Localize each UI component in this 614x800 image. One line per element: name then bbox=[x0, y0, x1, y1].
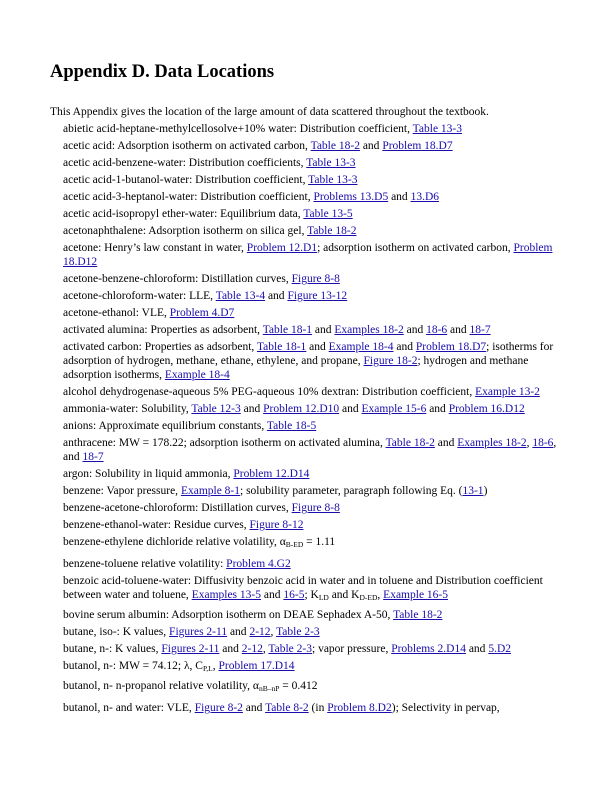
list-item bbox=[63, 518, 563, 532]
entry-text: ); Selectivity in pervap, bbox=[391, 702, 500, 714]
list-item bbox=[63, 156, 563, 170]
intro-paragraph: This Appendix gives the location of the large amount of data scattered throughout the textbook. bbox=[50, 106, 489, 118]
list-item bbox=[63, 679, 563, 696]
entry-text: benzene: Vapor pressure, bbox=[63, 485, 181, 497]
list-item bbox=[63, 340, 563, 382]
entry-text: and bbox=[465, 643, 489, 655]
entry-text: bovine serum albumin: Adsorption isotherm on DEAE Sephadex A-50, bbox=[63, 609, 394, 621]
entry-text: and bbox=[359, 140, 383, 152]
entry-text: , bbox=[526, 437, 533, 449]
list-item bbox=[63, 557, 563, 571]
subscript-text: P,L bbox=[202, 664, 213, 673]
cross-reference-link[interactable]: Example 13-2 bbox=[475, 386, 540, 398]
cross-reference-link[interactable]: Example 16-5 bbox=[383, 589, 448, 601]
cross-reference-link[interactable]: Figure 13-12 bbox=[287, 290, 348, 302]
entry-text: and bbox=[312, 324, 335, 336]
cross-reference-link[interactable]: Table 13-4 bbox=[215, 290, 266, 302]
cross-reference-link[interactable]: Table 2-3 bbox=[268, 643, 312, 655]
cross-reference-link[interactable]: 13.D6 bbox=[410, 191, 439, 203]
entry-text: ; isotherms for adsorption of hydrogen, methane, ethane, ethylene, and propane, bbox=[63, 341, 554, 367]
cross-reference-link[interactable]: Figure 8-8 bbox=[291, 502, 340, 514]
entry-text: and bbox=[227, 626, 250, 638]
cross-reference-link[interactable]: Problem 12.D14 bbox=[233, 468, 310, 480]
cross-reference-link[interactable]: 18-6 bbox=[532, 437, 554, 449]
entry-text: , bbox=[377, 589, 384, 601]
entry-text: butanol, n-: MW = 74.12; λ, C bbox=[63, 660, 203, 672]
cross-reference-link[interactable]: Problem 16.D12 bbox=[448, 403, 525, 415]
entry-text: acetone-ethanol: VLE, bbox=[63, 307, 170, 319]
entry-text: and bbox=[434, 437, 458, 449]
subscript-text: D-ED bbox=[359, 593, 378, 602]
cross-reference-link[interactable]: Problem 18.D12 bbox=[63, 242, 553, 268]
list-item bbox=[63, 139, 563, 153]
cross-reference-link[interactable]: Example 18-4 bbox=[328, 341, 394, 353]
entry-text: = 0.412 bbox=[279, 680, 318, 692]
entry-text: and bbox=[240, 403, 264, 415]
cross-reference-link[interactable]: Table 18-2 bbox=[385, 437, 435, 449]
entry-text: butanol, n- n-propanol relative volatility, α bbox=[63, 680, 259, 692]
cross-reference-link[interactable]: Table 18-2 bbox=[307, 225, 357, 237]
cross-reference-link[interactable]: Problem 8.D2 bbox=[327, 702, 392, 714]
entry-text: ; adsorption isotherm on activated carbon, bbox=[317, 242, 514, 254]
cross-reference-link[interactable]: 18-7 bbox=[469, 324, 491, 336]
cross-reference-link[interactable]: Example 18-4 bbox=[164, 369, 230, 381]
list-item bbox=[63, 608, 563, 622]
cross-reference-link[interactable]: Problem 18.D7 bbox=[415, 341, 487, 353]
cross-reference-link[interactable]: Problems 2.D14 bbox=[391, 643, 466, 655]
cross-reference-link[interactable]: Table 13-3 bbox=[412, 123, 463, 135]
entry-text: and bbox=[426, 403, 449, 415]
list-item bbox=[63, 306, 563, 320]
cross-reference-link[interactable]: Problem 18.D7 bbox=[382, 140, 453, 152]
cross-reference-link[interactable]: Figure 18-2 bbox=[363, 355, 418, 367]
list-item bbox=[63, 173, 563, 187]
list-item bbox=[63, 501, 563, 515]
list-item bbox=[63, 224, 563, 238]
cross-reference-link[interactable]: Figure 8-2 bbox=[194, 702, 243, 714]
list-item bbox=[63, 241, 563, 269]
cross-reference-link[interactable]: Table 18-2 bbox=[310, 140, 360, 152]
entry-text: and bbox=[393, 341, 416, 353]
entry-text: and bbox=[219, 643, 242, 655]
cross-reference-link[interactable]: Table 2-3 bbox=[276, 626, 320, 638]
entry-text: acetonaphthalene: Adsorption isotherm on silica gel, bbox=[63, 225, 308, 237]
entry-text: , and bbox=[63, 437, 557, 463]
entry-text: and bbox=[339, 403, 362, 415]
cross-reference-link[interactable]: Figure 8-12 bbox=[249, 519, 304, 531]
subscript-text: LD bbox=[318, 593, 329, 602]
entry-text: and bbox=[403, 324, 427, 336]
cross-reference-link[interactable]: Table 18-1 bbox=[262, 324, 313, 336]
list-item bbox=[63, 625, 563, 639]
cross-reference-link[interactable]: 18-7 bbox=[82, 451, 104, 463]
list-item bbox=[63, 659, 563, 676]
cross-reference-link[interactable]: Examples 18-2 bbox=[334, 324, 404, 336]
data-location-list bbox=[63, 122, 563, 718]
list-item bbox=[63, 289, 563, 303]
entry-text: benzene-acetone-chloroform: Distillation curves, bbox=[63, 502, 292, 514]
entry-text: butane, iso-: K values, bbox=[63, 626, 170, 638]
cross-reference-link[interactable]: Table 8-2 bbox=[265, 702, 309, 714]
entry-text: acetone-chloroform-water: LLE, bbox=[63, 290, 216, 302]
entry-text: anthracene: MW = 178.22; adsorption isotherm on activated alumina, bbox=[63, 437, 386, 449]
cross-reference-link[interactable]: Problem 12.D10 bbox=[263, 403, 340, 415]
cross-reference-link[interactable]: Table 18-5 bbox=[266, 420, 317, 432]
cross-reference-link[interactable]: 2-12 bbox=[249, 626, 271, 638]
entry-text: and bbox=[306, 341, 329, 353]
entry-text: acetic acid-isopropyl ether-water: Equilibrium data, bbox=[63, 208, 304, 220]
list-item bbox=[63, 385, 563, 399]
list-item bbox=[63, 574, 563, 605]
entry-text: ; vapor pressure, bbox=[312, 643, 392, 655]
entry-text: ) bbox=[483, 485, 488, 497]
list-item bbox=[63, 419, 563, 433]
entry-text: , bbox=[262, 643, 269, 655]
entry-text: and bbox=[447, 324, 470, 336]
entry-text: and bbox=[265, 290, 288, 302]
list-item bbox=[63, 642, 563, 656]
list-item bbox=[63, 323, 563, 337]
list-item bbox=[63, 467, 563, 481]
entry-text: activated carbon: Properties as adsorbent, bbox=[63, 341, 257, 353]
cross-reference-link[interactable]: Figures 2-11 bbox=[169, 626, 228, 638]
cross-reference-link[interactable]: 16-5 bbox=[283, 589, 305, 601]
entry-text: acetic acid-1-butanol-water: Distribution coefficient, bbox=[63, 174, 309, 186]
cross-reference-link[interactable]: Table 13-3 bbox=[306, 157, 356, 169]
entry-text: ; hydrogen and methane adsorption isotherms, bbox=[63, 355, 529, 381]
cross-reference-link[interactable]: Problem 12.D1 bbox=[246, 242, 318, 254]
cross-reference-link[interactable]: 18-6 bbox=[426, 324, 448, 336]
entry-text: ammonia-water: Solubility, bbox=[63, 403, 192, 415]
cross-reference-link[interactable]: Examples 13-5 bbox=[191, 589, 261, 601]
list-item bbox=[63, 207, 563, 221]
cross-reference-link[interactable]: Problem 4.D7 bbox=[169, 307, 235, 319]
entry-text: abietic acid-heptane-methylcellosolve+10% water: Distribution coefficient, bbox=[63, 123, 413, 135]
cross-reference-link[interactable]: Problem 17.D14 bbox=[218, 660, 295, 672]
entry-text: alcohol dehydrogenase-aqueous 5% PEG-aqueous 10% dextran: Distribution coefficient, bbox=[63, 386, 476, 398]
list-item bbox=[63, 122, 563, 136]
entry-text: acetic acid-3-heptanol-water: Distribution coefficient, bbox=[63, 191, 314, 203]
cross-reference-link[interactable]: Problem 4.G2 bbox=[226, 558, 291, 570]
subscript-text: nB–nP bbox=[258, 684, 280, 693]
entry-text: (in bbox=[308, 702, 328, 714]
entry-text: butanol, n- and water: VLE, bbox=[63, 702, 195, 714]
list-item bbox=[63, 535, 563, 552]
entry-text: activated alumina: Properties as adsorbent, bbox=[63, 324, 263, 336]
cross-reference-link[interactable]: Table 18-1 bbox=[256, 341, 307, 353]
entry-text: acetic acid-benzene-water: Distribution coefficients, bbox=[63, 157, 307, 169]
entry-text: benzene-ethanol-water: Residue curves, bbox=[63, 519, 250, 531]
cross-reference-link[interactable]: Table 18-2 bbox=[393, 609, 443, 621]
cross-reference-link[interactable]: Table 12-3 bbox=[191, 403, 241, 415]
entry-text: , bbox=[212, 660, 219, 672]
entry-text: argon: Solubility in liquid ammonia, bbox=[63, 468, 234, 480]
entry-text: benzene-ethylene dichloride relative volatility, α bbox=[63, 536, 286, 548]
list-item bbox=[63, 272, 563, 286]
list-item bbox=[63, 190, 563, 204]
list-item bbox=[63, 484, 563, 498]
cross-reference-link[interactable]: Figures 2-11 bbox=[161, 643, 220, 655]
entry-text: benzoic acid-toluene-water: Diffusivity benzoic acid in water and in toluene and Distribution coefficient between water and toluene, bbox=[63, 575, 543, 601]
entry-text: and bbox=[388, 191, 411, 203]
list-item bbox=[63, 701, 563, 715]
entry-text: and K bbox=[328, 589, 360, 601]
entry-text: and bbox=[242, 702, 266, 714]
appendix-title: Appendix D. Data Locations bbox=[50, 62, 275, 82]
cross-reference-link[interactable]: Example 15-6 bbox=[361, 403, 427, 415]
entry-text: benzene-toluene relative volatility: bbox=[63, 558, 227, 570]
entry-text: acetone: Henry’s law constant in water, bbox=[63, 242, 247, 254]
entry-text: anions: Approximate equilibrium constants, bbox=[63, 420, 267, 432]
cross-reference-link[interactable]: Table 13-5 bbox=[303, 208, 353, 220]
entry-text: = 1.11 bbox=[303, 536, 336, 548]
cross-reference-link[interactable]: 13-1 bbox=[462, 485, 484, 497]
entry-text: butane, n-: K values, bbox=[63, 643, 162, 655]
entry-text: ; solubility parameter, paragraph following Eq. ( bbox=[240, 485, 463, 497]
entry-text: , bbox=[270, 626, 277, 638]
entry-text: acetic acid: Adsorption isotherm on activated carbon, bbox=[63, 140, 311, 152]
cross-reference-link[interactable]: Problems 13.D5 bbox=[313, 191, 389, 203]
cross-reference-link[interactable]: Table 13-3 bbox=[308, 174, 358, 186]
cross-reference-link[interactable]: 5.D2 bbox=[488, 643, 511, 655]
subscript-text: B-ED bbox=[285, 540, 304, 549]
list-item bbox=[63, 436, 563, 464]
entry-text: ; K bbox=[304, 589, 319, 601]
list-item bbox=[63, 402, 563, 416]
cross-reference-link[interactable]: Example 8-1 bbox=[180, 485, 241, 497]
cross-reference-link[interactable]: Examples 18-2 bbox=[457, 437, 527, 449]
entry-text: acetone-benzene-chloroform: Distillation curves, bbox=[63, 273, 292, 285]
entry-text: and bbox=[261, 589, 284, 601]
cross-reference-link[interactable]: 2-12 bbox=[241, 643, 263, 655]
cross-reference-link[interactable]: Figure 8-8 bbox=[291, 273, 340, 285]
